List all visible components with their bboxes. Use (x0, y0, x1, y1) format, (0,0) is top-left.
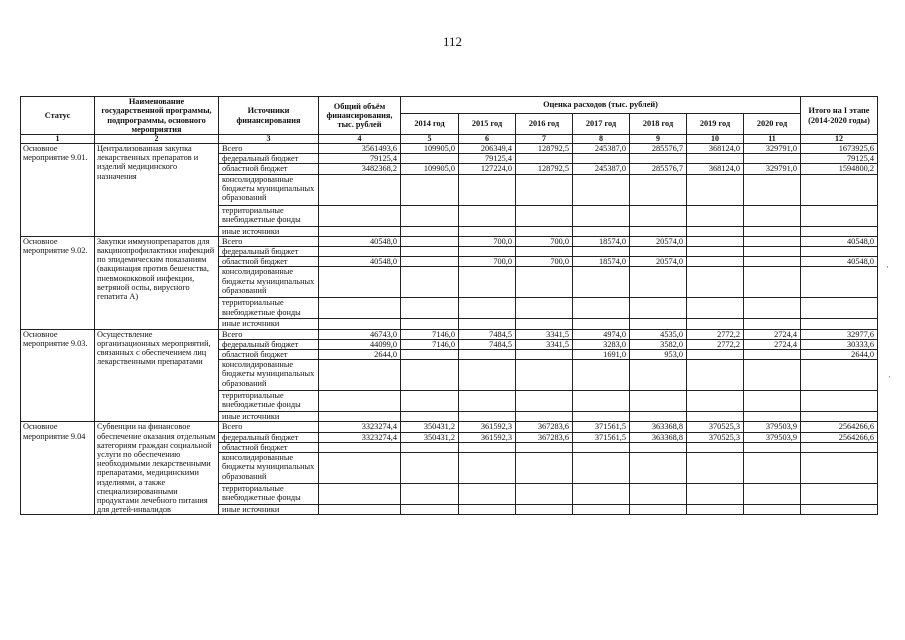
column-number: 7 (516, 135, 573, 144)
amount-cell (319, 226, 401, 236)
amount-cell: 40548,0 (319, 257, 401, 267)
amount-cell: 18574,0 (573, 257, 630, 267)
amount-cell (516, 453, 573, 484)
funding-source: Всего (219, 422, 319, 432)
amount-cell (319, 360, 401, 391)
amount-cell: 285576,7 (630, 164, 687, 174)
amount-cell (687, 484, 744, 505)
column-number: 10 (687, 135, 744, 144)
amount-cell (573, 319, 630, 329)
amount-cell: 350431,2 (401, 432, 459, 442)
amount-cell (516, 247, 573, 257)
header-year: 2018 год (630, 114, 687, 135)
amount-cell: 127224,0 (459, 164, 516, 174)
amount-cell: 109905,0 (401, 144, 459, 154)
amount-cell (459, 442, 516, 452)
amount-cell (573, 298, 630, 319)
amount-cell: 30333,6 (801, 339, 878, 349)
table-body (21, 144, 878, 515)
funding-source: территориальные внебюджетные фонды (219, 484, 319, 505)
amount-cell (687, 412, 744, 422)
amount-cell (401, 505, 459, 515)
amount-cell (573, 226, 630, 236)
amount-cell (401, 267, 459, 298)
funding-source: иные источники (219, 226, 319, 236)
amount-cell (687, 267, 744, 298)
amount-cell: 379503,9 (744, 432, 801, 442)
amount-cell: 379503,9 (744, 422, 801, 432)
amount-cell (516, 442, 573, 452)
amount-cell: 370525,3 (687, 422, 744, 432)
funding-source: Всего (219, 236, 319, 246)
amount-cell (573, 154, 630, 164)
amount-cell: 3323274,4 (319, 432, 401, 442)
amount-cell (744, 174, 801, 205)
scan-mark: · (886, 262, 889, 272)
amount-cell (801, 267, 878, 298)
amount-cell (744, 247, 801, 257)
amount-cell (687, 226, 744, 236)
amount-cell (401, 319, 459, 329)
funding-source: консолидированные бюджеты муниципальных образований (219, 453, 319, 484)
amount-cell: 79125,4 (801, 154, 878, 164)
amount-cell (744, 298, 801, 319)
amount-cell (319, 205, 401, 226)
amount-cell (687, 205, 744, 226)
amount-cell: 953,0 (630, 350, 687, 360)
amount-cell (516, 267, 573, 298)
amount-cell (401, 247, 459, 257)
amount-cell (630, 267, 687, 298)
amount-cell (630, 412, 687, 422)
amount-cell (516, 350, 573, 360)
amount-cell (516, 484, 573, 505)
funding-source: иные источники (219, 505, 319, 515)
amount-cell (801, 298, 878, 319)
amount-cell: 40548,0 (801, 257, 878, 267)
amount-cell: 361592,3 (459, 432, 516, 442)
amount-cell: 3341,5 (516, 329, 573, 339)
amount-cell (459, 484, 516, 505)
amount-cell: 2564266,6 (801, 422, 878, 432)
amount-cell (459, 391, 516, 412)
header-name: Наименование государственной программы, подпрограммы, основного мероприятия (95, 97, 219, 135)
amount-cell: 18574,0 (573, 236, 630, 246)
funding-source: территориальные внебюджетные фонды (219, 205, 319, 226)
amount-cell (459, 298, 516, 319)
amount-cell (630, 453, 687, 484)
amount-cell (687, 154, 744, 164)
amount-cell (744, 205, 801, 226)
funding-source: консолидированные бюджеты муниципальных образований (219, 267, 319, 298)
amount-cell (516, 154, 573, 164)
amount-cell (573, 484, 630, 505)
amount-cell: 7146,0 (401, 329, 459, 339)
amount-cell (744, 391, 801, 412)
header-sources: Источники финансирования (219, 97, 319, 135)
header-year: 2014 год (401, 114, 459, 135)
amount-cell (801, 247, 878, 257)
amount-cell: 363368,8 (630, 422, 687, 432)
funding-source: иные источники (219, 412, 319, 422)
amount-cell (630, 505, 687, 515)
block-name: Закупки иммунопрепаратов для вакцинопрофилактики инфекций по эпидемическим показаниям (вакцинация против бешенства, пневмококковой инфекции, ветряной оспы, вирусного гепатита А) (95, 236, 219, 329)
header-total: Общий объём финансирования, тыс. рублей (319, 97, 401, 135)
column-number: 8 (573, 135, 630, 144)
amount-cell (744, 319, 801, 329)
amount-cell: 2724,4 (744, 329, 801, 339)
funding-source: федеральный бюджет (219, 247, 319, 257)
amount-cell (401, 442, 459, 452)
amount-cell (687, 360, 744, 391)
funding-source: областной бюджет (219, 350, 319, 360)
amount-cell: 368124,0 (687, 164, 744, 174)
amount-cell: 20574,0 (630, 236, 687, 246)
amount-cell: 128792,5 (516, 144, 573, 154)
block-status: Основное мероприятие 9.03. (21, 329, 95, 422)
amount-cell (516, 391, 573, 412)
amount-cell (401, 350, 459, 360)
funding-source: федеральный бюджет (219, 339, 319, 349)
amount-cell (319, 442, 401, 452)
amount-cell: 2644,0 (801, 350, 878, 360)
amount-cell (801, 453, 878, 484)
amount-cell: 368124,0 (687, 144, 744, 154)
amount-cell: 3341,5 (516, 339, 573, 349)
amount-cell (401, 205, 459, 226)
amount-cell: 700,0 (459, 236, 516, 246)
amount-cell (401, 154, 459, 164)
funding-source: федеральный бюджет (219, 432, 319, 442)
amount-cell (630, 205, 687, 226)
amount-cell (801, 205, 878, 226)
block-status: Основное мероприятие 9.01. (21, 144, 95, 237)
funding-source: областной бюджет (219, 257, 319, 267)
amount-cell (401, 412, 459, 422)
amount-cell (573, 505, 630, 515)
amount-cell (401, 257, 459, 267)
amount-cell (744, 505, 801, 515)
amount-cell (687, 257, 744, 267)
amount-cell (687, 505, 744, 515)
amount-cell (401, 453, 459, 484)
amount-cell (319, 319, 401, 329)
funding-source: территориальные внебюджетные фонды (219, 391, 319, 412)
amount-cell: 245387,0 (573, 144, 630, 154)
header-stage-total: Итого на I этапе (2014-2020 годы) (801, 97, 878, 135)
column-number: 2 (95, 135, 219, 144)
amount-cell (744, 226, 801, 236)
amount-cell (744, 236, 801, 246)
amount-cell: 245387,0 (573, 164, 630, 174)
amount-cell (516, 226, 573, 236)
amount-cell (516, 319, 573, 329)
amount-cell (687, 350, 744, 360)
header-year: 2016 год (516, 114, 573, 135)
header-year: 2017 год (573, 114, 630, 135)
amount-cell (630, 154, 687, 164)
amount-cell (744, 154, 801, 164)
amount-cell (573, 453, 630, 484)
amount-cell (630, 247, 687, 257)
amount-cell: 20574,0 (630, 257, 687, 267)
header-year: 2019 год (687, 114, 744, 135)
amount-cell: 329791,0 (744, 164, 801, 174)
amount-cell (630, 298, 687, 319)
amount-cell (319, 391, 401, 412)
amount-cell: 2772,2 (687, 339, 744, 349)
amount-cell: 2564266,6 (801, 432, 878, 442)
column-number: 12 (801, 135, 878, 144)
amount-cell: 370525,3 (687, 432, 744, 442)
amount-cell (319, 484, 401, 505)
amount-cell (319, 298, 401, 319)
amount-cell (459, 319, 516, 329)
block-name: Осуществление организационных мероприятий, связанных с обеспечением лиц лекарственными препаратами (95, 329, 219, 422)
amount-cell (801, 412, 878, 422)
amount-cell (744, 484, 801, 505)
amount-cell: 1673925,6 (801, 144, 878, 154)
amount-cell (687, 247, 744, 257)
amount-cell (801, 484, 878, 505)
amount-cell (459, 267, 516, 298)
amount-cell: 7484,5 (459, 339, 516, 349)
amount-cell (319, 453, 401, 484)
block-name: Централизованная закупка лекарственных препаратов и изделий медицинского назначения (95, 144, 219, 237)
amount-cell: 371561,5 (573, 422, 630, 432)
amount-cell (744, 360, 801, 391)
amount-cell (573, 391, 630, 412)
amount-cell (459, 360, 516, 391)
amount-cell: 700,0 (459, 257, 516, 267)
amount-cell: 2724,4 (744, 339, 801, 349)
table-row (21, 144, 878, 154)
column-number: 11 (744, 135, 801, 144)
amount-cell (319, 174, 401, 205)
amount-cell: 3283,0 (573, 339, 630, 349)
amount-cell: 7484,5 (459, 329, 516, 339)
amount-cell (401, 236, 459, 246)
table-row (21, 236, 878, 246)
amount-cell (630, 174, 687, 205)
amount-cell: 371561,5 (573, 432, 630, 442)
column-number: 6 (459, 135, 516, 144)
amount-cell (516, 298, 573, 319)
amount-cell (630, 391, 687, 412)
amount-cell: 4535,0 (630, 329, 687, 339)
funding-source: Всего (219, 144, 319, 154)
amount-cell (459, 247, 516, 257)
amount-cell (801, 442, 878, 452)
amount-cell (516, 205, 573, 226)
block-name: Субвенции на финансовое обеспечение оказания отдельным категориям граждан социальной услуги по обеспечению необходимыми лекарственными препаратами, медицинскими изделиями, а также специализированными продуктами лечебного питания для детей-инвалидов (95, 422, 219, 515)
amount-cell (801, 391, 878, 412)
column-number: 4 (319, 135, 401, 144)
amount-cell: 40548,0 (801, 236, 878, 246)
funding-source: областной бюджет (219, 164, 319, 174)
amount-cell (516, 360, 573, 391)
funding-source: федеральный бюджет (219, 154, 319, 164)
amount-cell (516, 412, 573, 422)
amount-cell (401, 174, 459, 205)
amount-cell (459, 505, 516, 515)
amount-cell: 3482368,2 (319, 164, 401, 174)
funding-source: территориальные внебюджетные фонды (219, 298, 319, 319)
amount-cell (801, 505, 878, 515)
table-row (21, 422, 878, 432)
amount-cell: 700,0 (516, 236, 573, 246)
amount-cell (516, 505, 573, 515)
column-number: 3 (219, 135, 319, 144)
amount-cell: 128792,5 (516, 164, 573, 174)
block-status: Основное мероприятие 9.02. (21, 236, 95, 329)
amount-cell (630, 484, 687, 505)
funding-source: консолидированные бюджеты муниципальных образований (219, 174, 319, 205)
amount-cell: 367283,6 (516, 422, 573, 432)
amount-cell: 3582,0 (630, 339, 687, 349)
amount-cell (801, 226, 878, 236)
amount-cell (459, 226, 516, 236)
amount-cell: 3561493,6 (319, 144, 401, 154)
scan-mark: · (888, 372, 891, 382)
amount-cell (687, 391, 744, 412)
amount-cell: 285576,7 (630, 144, 687, 154)
budget-table-frame (20, 96, 877, 515)
amount-cell (744, 442, 801, 452)
amount-cell (573, 442, 630, 452)
block-status: Основное мероприятие 9.04 (21, 422, 95, 515)
amount-cell: 79125,4 (459, 154, 516, 164)
amount-cell: 2772,2 (687, 329, 744, 339)
amount-cell: 1691,0 (573, 350, 630, 360)
amount-cell (573, 360, 630, 391)
amount-cell (744, 267, 801, 298)
column-number-row (21, 135, 878, 144)
funding-source: областной бюджет (219, 442, 319, 452)
amount-cell (459, 453, 516, 484)
amount-cell (687, 236, 744, 246)
amount-cell (801, 360, 878, 391)
amount-cell: 700,0 (516, 257, 573, 267)
amount-cell (319, 267, 401, 298)
amount-cell: 44099,0 (319, 339, 401, 349)
amount-cell: 1594800,2 (801, 164, 878, 174)
amount-cell (459, 205, 516, 226)
amount-cell (573, 247, 630, 257)
amount-cell (801, 319, 878, 329)
funding-source: Всего (219, 329, 319, 339)
amount-cell: 329791,0 (744, 144, 801, 154)
header-year: 2020 год (744, 114, 801, 135)
amount-cell (459, 174, 516, 205)
amount-cell (630, 442, 687, 452)
amount-cell (687, 453, 744, 484)
amount-cell: 4974,0 (573, 329, 630, 339)
budget-table (20, 96, 878, 515)
amount-cell (459, 412, 516, 422)
amount-cell (630, 360, 687, 391)
table-row (21, 329, 878, 339)
amount-cell: 40548,0 (319, 236, 401, 246)
amount-cell (573, 267, 630, 298)
header-status: Статус (21, 97, 95, 135)
amount-cell (744, 453, 801, 484)
page-number: 112 (442, 34, 463, 49)
funding-source: иные источники (219, 319, 319, 329)
amount-cell (319, 505, 401, 515)
funding-source: консолидированные бюджеты муниципальных образований (219, 360, 319, 391)
amount-cell (687, 174, 744, 205)
column-number: 1 (21, 135, 95, 144)
column-number: 5 (401, 135, 459, 144)
amount-cell: 2644,0 (319, 350, 401, 360)
amount-cell (516, 174, 573, 205)
amount-cell (401, 226, 459, 236)
amount-cell (573, 205, 630, 226)
amount-cell (687, 442, 744, 452)
amount-cell (401, 391, 459, 412)
amount-cell: 109905,0 (401, 164, 459, 174)
amount-cell (401, 360, 459, 391)
amount-cell: 361592,3 (459, 422, 516, 432)
column-number: 9 (630, 135, 687, 144)
amount-cell: 46743,0 (319, 329, 401, 339)
amount-cell (573, 174, 630, 205)
amount-cell: 3323274,4 (319, 422, 401, 432)
amount-cell: 79125,4 (319, 154, 401, 164)
amount-cell (744, 412, 801, 422)
header-year: 2015 год (459, 114, 516, 135)
amount-cell (801, 174, 878, 205)
amount-cell: 367283,6 (516, 432, 573, 442)
amount-cell (459, 350, 516, 360)
amount-cell (401, 298, 459, 319)
amount-cell (687, 319, 744, 329)
amount-cell (630, 319, 687, 329)
amount-cell (687, 298, 744, 319)
amount-cell (319, 412, 401, 422)
header-estimate: Оценка расходов (тыс. рублей) (401, 97, 801, 114)
amount-cell (744, 350, 801, 360)
amount-cell: 206349,4 (459, 144, 516, 154)
amount-cell (573, 412, 630, 422)
amount-cell (401, 484, 459, 505)
amount-cell: 363368,8 (630, 432, 687, 442)
amount-cell (319, 247, 401, 257)
amount-cell: 32977,6 (801, 329, 878, 339)
amount-cell: 7146,0 (401, 339, 459, 349)
amount-cell (630, 226, 687, 236)
amount-cell: 350431,2 (401, 422, 459, 432)
amount-cell (744, 257, 801, 267)
